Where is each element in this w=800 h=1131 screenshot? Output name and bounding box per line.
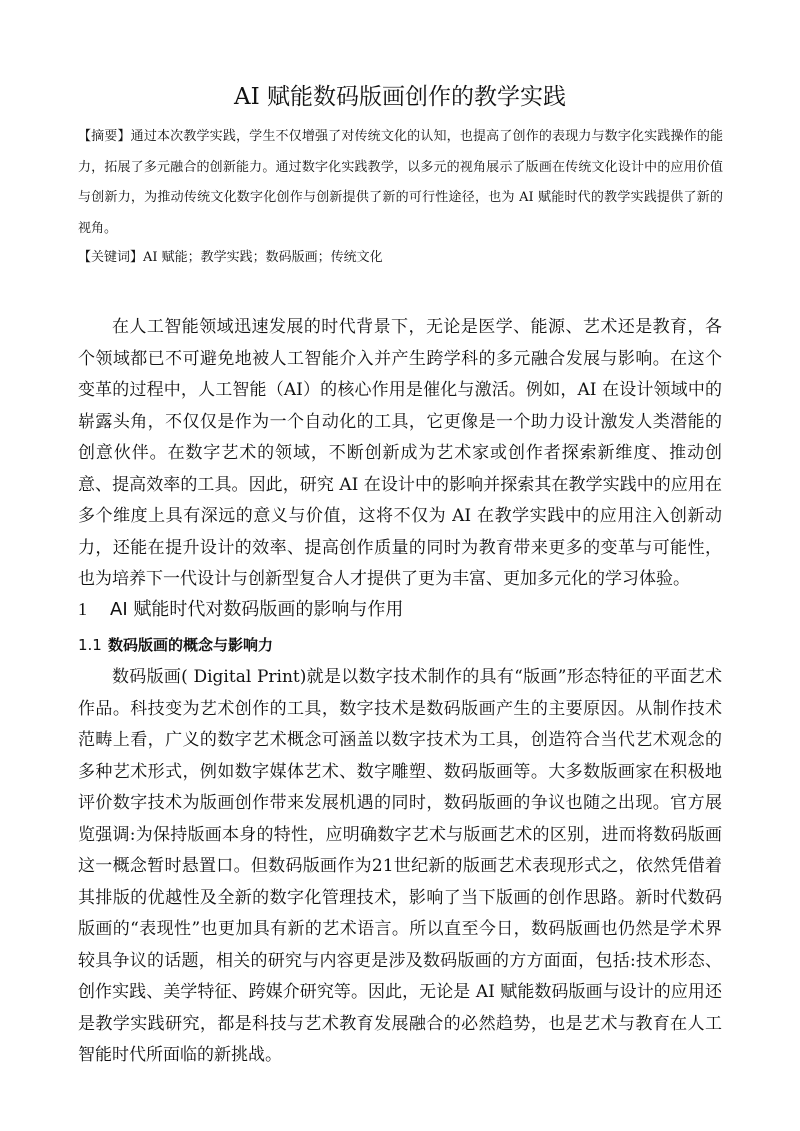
subsection-title: 数码版画的概念与影响力 bbox=[108, 636, 274, 654]
section-title: AI 赋能时代对数码版画的影响与作用 bbox=[110, 599, 404, 620]
section-heading bbox=[78, 595, 723, 624]
body-paragraph: 数码版画( Digital Print)就是以数字技术制作的具有“版画”形态特征的平面艺术作品。科技变为艺术创作的工具，数字技术是数码版画产生的主要原因。从制作技术范畴上看，广义的数字艺术概念可涵盖以数字技术为工具，创造符合当代艺术观念的多种艺术形式，例如数字媒体艺术、数字雕塑、数码版画等。大多数版画家在积极地评价数字技术为版画创作带来发展机遇的同时，数码版画的争议也随之出现。官方展览强调:为保持版画本身的特性，应明确数字艺术与版画艺术的区别，进而将数码版画这一概念暂时悬置口。但数码版画作为21世纪新的版画艺术表现形式之，依然凭借着其排版的优越性及全新的数字化管理技术，影响了当下版画的创作思路。新时代数码版画的“表现性”也更加具有新的艺术语言。所以直至今日，数码版画也仍然是学术界较具争议的话题，相关的研究与内容更是涉及数码版画的方方面面，包括:技术形态、创作实践、美学特征、跨媒介研究等。因此，无论是 AI 赋能数码版画与设计的应用还是教学实践研究，都是科技与艺术教育发展融合的必然趋势，也是艺术与教育在人工智能时代所面临的新挑战。 bbox=[78, 667, 722, 1065]
subsection-number: 1.1 bbox=[78, 636, 102, 654]
paper-title: AI 赋能数码版画创作的教学实践 bbox=[233, 84, 566, 110]
keywords: 【关键词】AI 赋能；教学实践；数码版画；传统文化 bbox=[78, 250, 383, 265]
abstract: 【摘要】通过本次教学实践，学生不仅增强了对传统文化的认知，也提高了创作的表现力与数字化实践操作的能力，拓展了多元融合的创新能力。通过数字化实践教学，以多元的视角展示了版画在传统文化设计中的应用价值与创新力，为推动传统文化数字化创作与创新提供了新的可行性途径，也为 AI 赋能时代的教学实践提供了新的视角。 bbox=[78, 129, 723, 236]
subsection-heading bbox=[78, 633, 723, 657]
section-number: 1 bbox=[78, 599, 87, 619]
intro-paragraph: 在人工智能领域迅速发展的时代背景下，无论是医学、能源、艺术还是教育，各个领域都已不可避免地被人工智能介入并产生跨学科的多元融合发展与影响。在这个变革的过程中，人工智能（AI）的核心作用是催化与激活。例如，AI 在设计领域中的崭露头角，不仅仅是作为一个自动化的工具，它更像是一个助力设计激发人类潜能的创意伙伴。在数字艺术的领域，不断创新成为艺术家或创作者探索新维度、推动创意、提高效率的工具。因此，研究 AI 在设计中的影响并探索其在教学实践中的应用在多个维度上具有深远的意义与价值，这将不仅为 AI 在教学实践中的应用注入创新动力，还能在提升设计的效率、提高创作质量的同时为教育带来更多的变革与可能性，也为培养下一代设计与创新型复合人才提供了更为丰富、更加多元化的学习体验。 bbox=[78, 317, 722, 589]
